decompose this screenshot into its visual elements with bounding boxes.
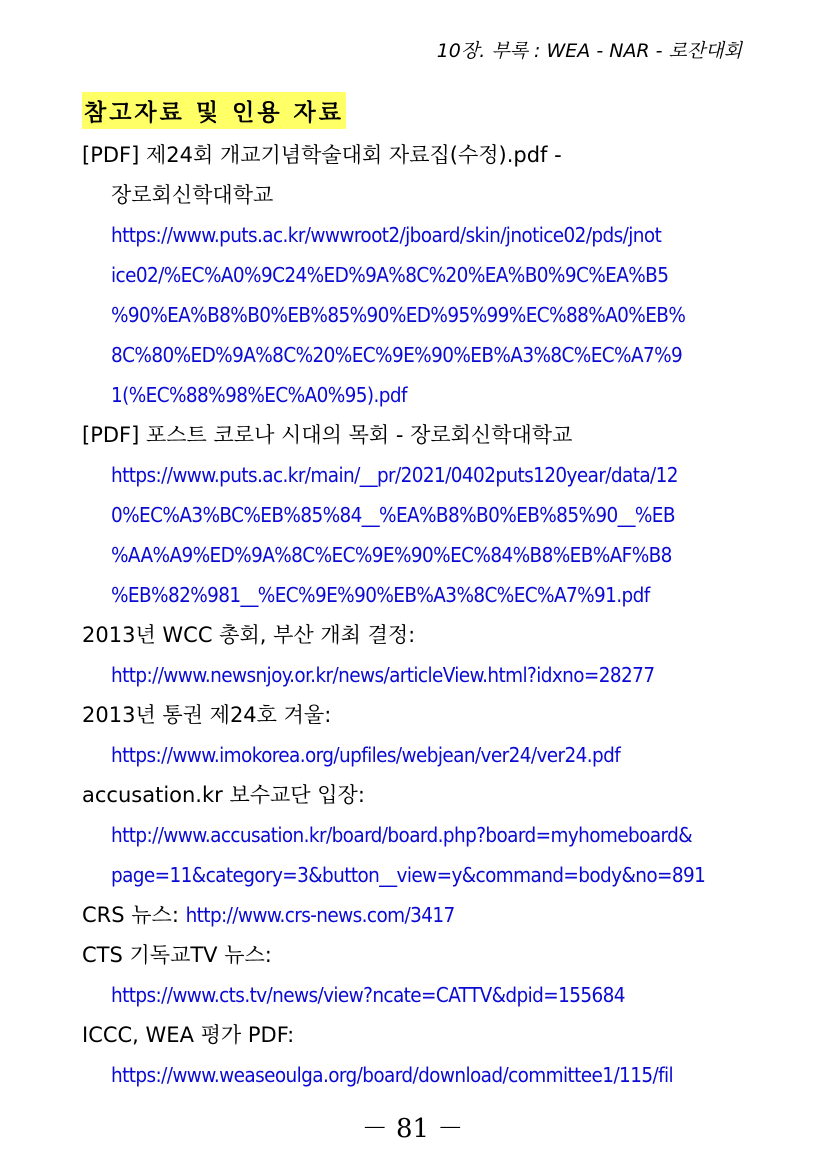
url-line[interactable]: 8C%80%ED%9A%8C%20%EC%9E%90%EB%A3%8C%EC%A7%9 [111,343,683,367]
running-header: 10장. 부록 : WEA - NAR - 로잔대회 [436,40,742,62]
url-line[interactable]: ice02/%EC%A0%9C24%ED%9A%8C%20%EA%B0%9C%EA%B5 [111,263,669,287]
url-line[interactable]: %AA%A9%ED%9A%8C%EC%9E%90%EC%84%B8%EB%AF%B8 [111,543,672,567]
reference-link[interactable] [82,215,762,415]
url-line[interactable]: https://www.cts.tv/news/view?ncate=CATTV&dpid=155684 [111,983,625,1007]
page-number: － 81 － [361,1114,464,1144]
url-line[interactable]: http://www.accusation.kr/board/board.php?board=myhomeboard& [111,823,693,847]
reference-label: ICCC, WEA 평가 PDF: [82,1023,295,1047]
url-line[interactable]: http://www.newsnjoy.or.kr/news/articleView.html?idxno=28277 [111,663,655,687]
reference-entry [82,895,762,935]
url-line[interactable]: 1(%EC%88%98%EC%A0%95).pdf [111,383,407,407]
url-line[interactable]: %EB%82%981__%EC%9E%90%EB%A3%8C%EC%A7%91.pdf [111,583,650,607]
url-line[interactable]: https://www.puts.ac.kr/main/__pr/2021/0402puts120year/data/12 [111,463,678,487]
reference-link[interactable] [82,655,762,695]
url-line[interactable]: 0%EC%A3%BC%EB%85%84__%EA%B8%B0%EB%85%90__%EB [111,503,675,527]
references-section [82,92,762,1095]
reference-link[interactable] [82,975,762,1015]
url-line[interactable]: https://www.imokorea.org/upfiles/webjean/ver24/ver24.pdf [111,743,621,767]
reference-link[interactable] [82,455,762,615]
reference-label: CTS 기독교TV 뉴스: [82,943,272,967]
reference-label: 2013년 통권 제24호 겨울: [82,703,332,727]
reference-link[interactable] [82,815,762,895]
url-line[interactable]: https://www.weaseoulga.org/board/download/committee1/115/fil [111,1063,674,1087]
reference-label: accusation.kr 보수교단 입장: [82,783,365,807]
reference-label: [PDF] 제24회 개교기념학술대회 자료집(수정).pdf - [82,143,562,167]
reference-label: 2013년 WCC 총회, 부산 개최 결정: [82,623,416,647]
url-line[interactable]: page=11&category=3&button__view=y&command=body&no=891 [111,863,706,887]
reference-label: [PDF] 포스트 코로나 시대의 목회 - 장로회신학대학교 [82,423,573,447]
section-title: 참고자료 및 인용 자료 [82,92,346,129]
reference-link[interactable]: http://www.crs-news.com/3417 [185,903,455,927]
url-line[interactable]: https://www.puts.ac.kr/wwwroot2/jboard/skin/jnotice02/pds/jnot [111,223,662,247]
reference-label: CRS 뉴스: [82,903,186,927]
reference-link[interactable] [82,1055,762,1095]
reference-link[interactable] [82,735,762,775]
url-line[interactable]: %90%EA%B8%B0%EB%85%90%ED%95%99%EC%88%A0%EB% [111,303,686,327]
reference-label-cont: 장로회신학대학교 [111,183,274,207]
